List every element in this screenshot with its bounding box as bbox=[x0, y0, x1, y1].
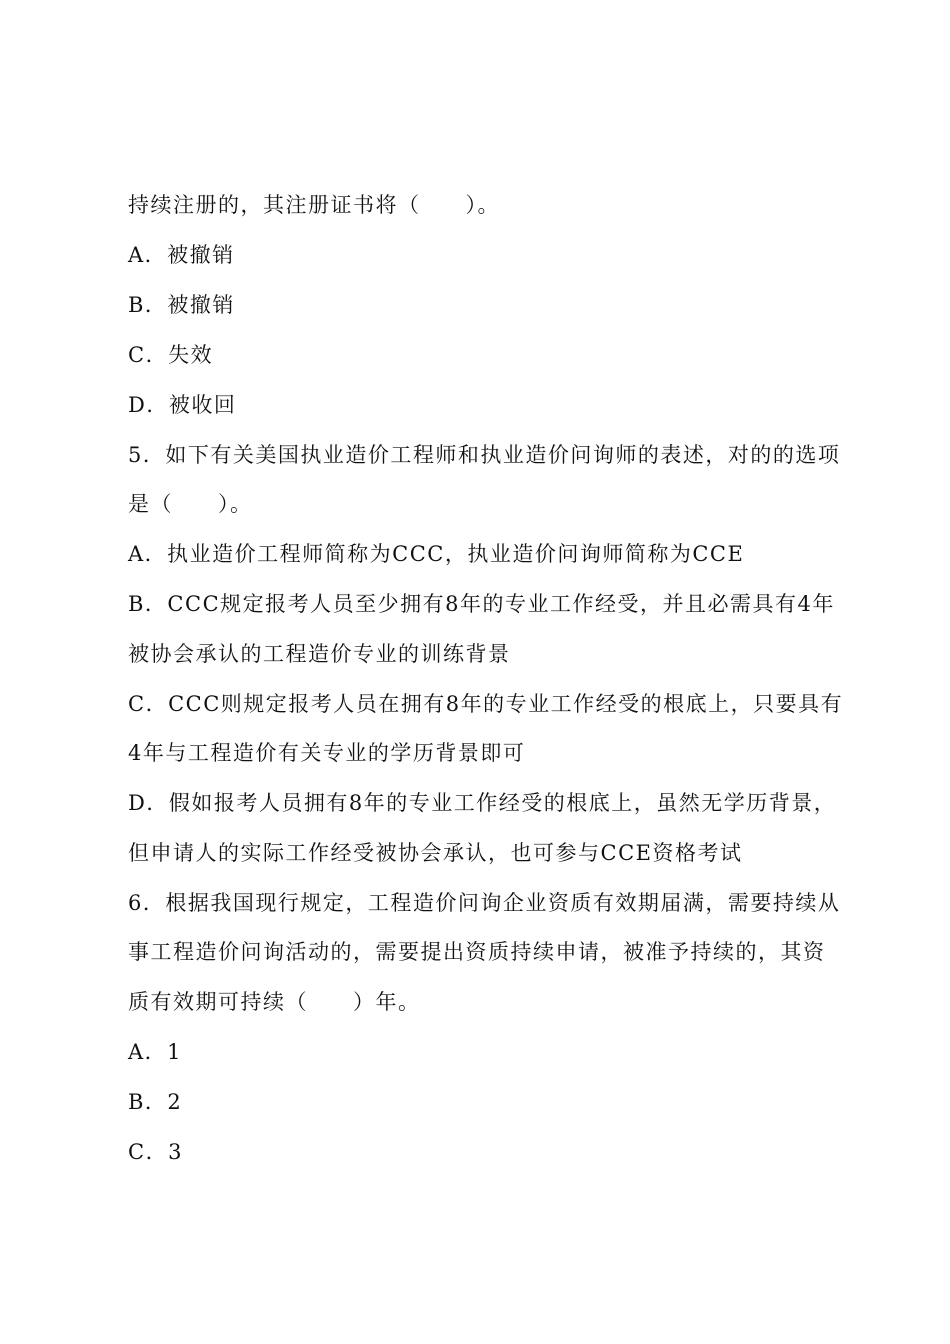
q5-option-d-line-1: D．假如报考人员拥有8年的专业工作经受的根底上，虽然无学历背景， bbox=[128, 791, 837, 815]
q6-option-b: B．2 bbox=[128, 1090, 183, 1114]
q5-option-d-line-2: 但申请人的实际工作经受被协会承认，也可参与CCE资格考试 bbox=[128, 841, 743, 865]
question-6-line-3: 质有效期可持续（ ）年。 bbox=[128, 990, 421, 1014]
question-6-line-2: 事工程造价问询活动的，需要提出资质持续申请，被准予持续的，其资 bbox=[128, 940, 826, 964]
q4-option-d: D．被收回 bbox=[128, 393, 237, 417]
q5-option-c-line-1: C．CCC则规定报考人员在拥有8年的专业工作经受的根底上，只要具有 bbox=[128, 692, 844, 716]
q5-option-c-line-2: 4年与工程造价有关专业的学历背景即可 bbox=[128, 741, 526, 765]
q5-option-a: A．执业造价工程师简称为CCC，执业造价问询师简称为CCE bbox=[128, 542, 745, 566]
question-5-line-1: 5．如下有关美国执业造价工程师和执业造价问询师的表述，对的的选项 bbox=[128, 443, 841, 467]
question-5-line-2: 是（ ）。 bbox=[128, 492, 253, 516]
question-6-line-1: 6．根据我国现行规定，工程造价问询企业资质有效期届满，需要持续从 bbox=[128, 891, 841, 915]
q5-option-b-line-2: 被协会承认的工程造价专业的训练背景 bbox=[128, 642, 511, 666]
question-4-continuation: 持续注册的，其注册证书将（ ）。 bbox=[128, 193, 500, 217]
q4-option-c: C．失效 bbox=[128, 343, 214, 367]
q6-option-a: A．1 bbox=[128, 1040, 183, 1064]
q5-option-b-line-1: B．CCC规定报考人员至少拥有8年的专业工作经受，并且必需具有4年 bbox=[128, 592, 835, 616]
q4-option-a: A．被撤销 bbox=[128, 243, 235, 267]
q6-option-c: C．3 bbox=[128, 1140, 183, 1164]
q4-option-b: B．被撤销 bbox=[128, 293, 235, 317]
